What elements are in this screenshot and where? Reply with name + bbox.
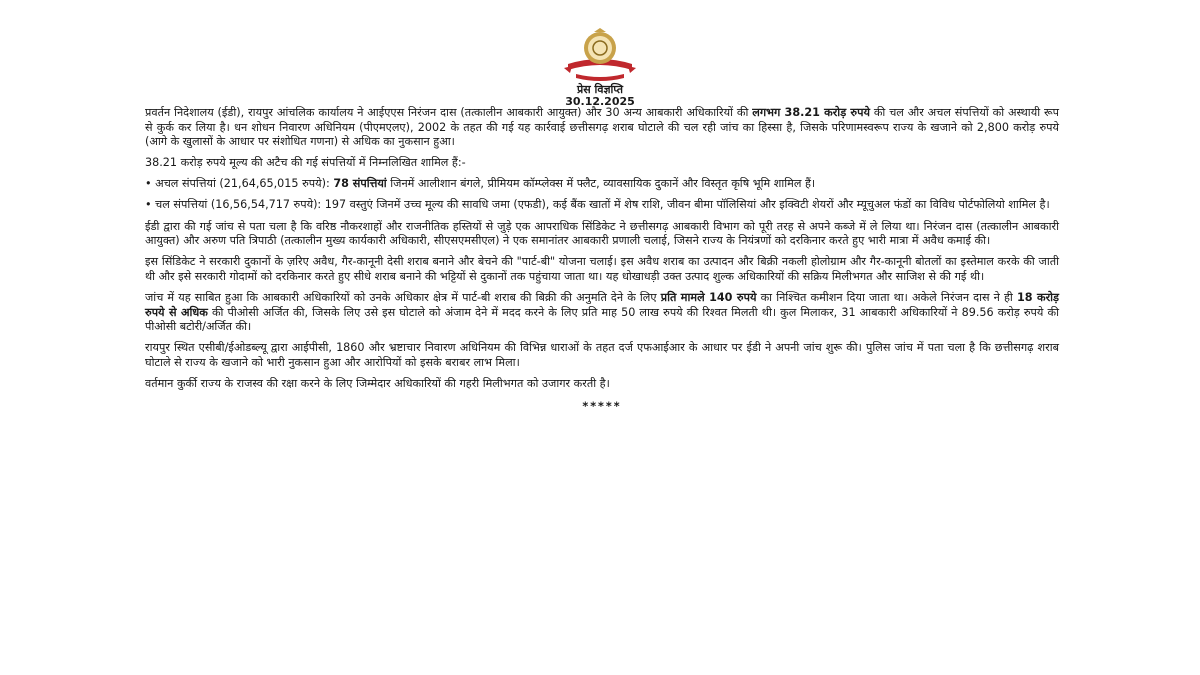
text-segment: • चल संपत्तियां (16,56,54,717 रुपये): 197 वस्तुएं जिनमें उच्च मूल्य की सावधि जमा (एफडी), कई बैंक खातों में शेष राशि, जीवन बीमा पॉलिसियां और इक्विटी शेयरों और म्यूचुअल फंडों का विविध पोर्टफोलियो शामिल है।	[145, 198, 1050, 212]
press-release-body	[145, 106, 1059, 421]
text-segment: प्रवर्तन निदेशालय (ईडी), रायपुर आंचलिक कार्यालय ने आईएएस निरंजन दास (तत्कालीन आबकारी आयुक्त) और 30 अन्य आबकारी अधिकारियों की	[145, 106, 753, 119]
bold-text-segment: 18 करोड़ रुपये से अधिक	[145, 290, 1060, 319]
paragraph-1	[145, 106, 1059, 150]
text-segment: • अचल संपत्तियां (21,64,65,015 रुपये):	[145, 177, 334, 191]
text-segment: 38.21 करोड़ रुपये मूल्य की अटैच की गई संपत्तियों में निम्नलिखित शामिल हैं:-	[145, 156, 466, 170]
text-segment: इस सिंडिकेट ने सरकारी दुकानों के ज़रिए अवैध, गैर-कानूनी देसी शराब बनाने और बेचने की "पार्ट-बी" योजना चलाई। इस अवैध शराब का उत्पादन और बिक्री नकली होलोग्राम और गैर-कानूनी बोतलों का इस्तेमाल करके की जाती थी और इसे सरकारी गोदामों को दरकिनार करते हुए सीधे शराब बनाने की भट्टियों से दुकानों तक पहुंचाया जाता था। यह धोखाधड़ी उक्त उत्पाद शुल्क अधिकारियों की सक्रिय मिलीभगत और साजिश से की गई थी।	[145, 255, 1059, 283]
paragraph-2	[145, 156, 1059, 171]
end-marker: *****	[582, 399, 622, 413]
paragraph-3-immovable	[145, 177, 1059, 192]
bold-text-segment: 78 संपत्तियां	[333, 177, 387, 191]
paragraph-9	[145, 377, 1059, 392]
text-segment: की पीओसी अर्जित की, जिसके लिए उसे इस घोटाले को अंजाम देने में मदद करने के लिए प्रति माह 50 लाख रुपये की रिश्वत मिलती थी। कुल मिलाकर, 31 आबकारी अधिकारियों ने 89.56 करोड़ रुपये की पीओसी बटोरी/अर्जित की।	[145, 305, 1059, 334]
bold-text-segment: लगभग 38.21 करोड़ रुपये	[752, 106, 870, 119]
text-segment: की चल और अचल संपत्तियों को अस्थायी रूप से कुर्क कर लिया है। धन शोधन निवारण अधिनियम (पीएमएलए), 2002 के तहत की गई यह कार्रवाई छत्तीसगढ़ शराब घोटाले की चल रही जांच का हिस्सा है, जिसके परिणामस्वरूप राज्य के खजाने को 2,800 करोड़ रुपये (आगे के खुलासों के आधार पर संशोधित गणना) से अधिक का नुकसान हुआ।	[145, 106, 1060, 149]
paragraph-6	[145, 255, 1059, 284]
text-segment: वर्तमान कुर्की राज्य के राजस्व की रक्षा करने के लिए जिम्मेदार अधिकारियों की गहरी मिलीभगत को उजागर करती है।	[145, 376, 610, 390]
text-segment: जांच में यह साबित हुआ कि आबकारी अधिकारियों को उनके अधिकार क्षेत्र में पार्ट-बी शराब की बिक्री की अनुमति देने के लिए	[145, 290, 661, 304]
paragraph-8	[145, 341, 1059, 370]
press-release-title: प्रेस विज्ञप्ति	[576, 83, 624, 96]
text-segment: जिनमें आलीशान बंगले, प्रीमियम कॉम्प्लेक्स में फ्लैट, व्यावसायिक दुकानें और विस्तृत कृषि भूमि शामिल हैं।	[386, 177, 816, 191]
paragraph-7	[145, 291, 1059, 335]
text-segment: का निश्चित कमीशन दिया जाता था। अकेले निरंजन दास ने ही	[756, 290, 1017, 304]
bold-text-segment: प्रति मामले 140 रुपये	[660, 290, 757, 304]
paragraph-5	[145, 220, 1059, 249]
ed-emblem-icon	[562, 28, 638, 84]
press-release-date: 30.12.2025	[565, 95, 635, 108]
text-segment: रायपुर स्थित एसीबी/ईओडब्ल्यू द्वारा आईपीसी, 1860 और भ्रष्टाचार निवारण अधिनियम की विभिन्न धाराओं के तहत दर्ज एफआईआर के आधार पर ईडी ने अपनी जांच शुरू की। पुलिस जांच में पता चला है कि छत्तीसगढ़ शराब घोटाले से राज्य के खजाने को भारी नुकसान हुआ और आरोपियों को इसके बराबर लाभ मिला।	[145, 341, 1059, 369]
text-segment: ईडी द्वारा की गई जांच से पता चला है कि वरिष्ठ नौकरशाहों और राजनीतिक हस्तियों से जुड़े एक आपराधिक सिंडिकेट ने छत्तीसगढ़ आबकारी विभाग को पूरी तरह से अपने कब्जे में ले लिया था। निरंजन दास (तत्कालीन आबकारी आयुक्त) और अरुण पति त्रिपाठी (तत्कालीन मुख्य कार्यकारी अधिकारी, सीएसएमसीएल) ने एक समानांतर आबकारी प्रणाली चलाई, जिसने राज्य के नियंत्रणों को दरकिनार करते हुए भारी मात्रा में अवैध कमाई की।	[145, 219, 1059, 248]
paragraph-4-movable	[145, 198, 1059, 213]
